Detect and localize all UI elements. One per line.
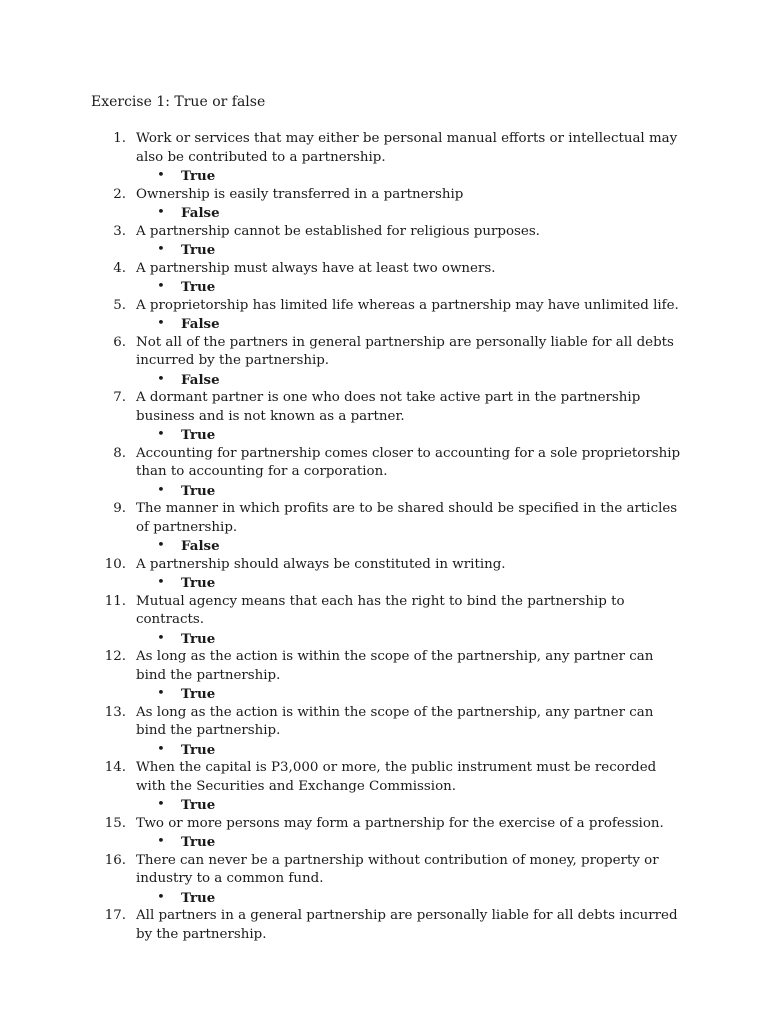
question-item bbox=[0, 260, 768, 297]
question-text: A proprietorship has limited life whereas a partnership may have unlimited life. bbox=[136, 297, 679, 313]
answer-text: True bbox=[181, 279, 216, 295]
answer-text: True bbox=[181, 797, 216, 813]
question-text: When the capital is P3,000 or more, the public instrument must be recorded with the Securities and Exchange Commission. bbox=[136, 760, 657, 794]
answer-row bbox=[0, 537, 768, 556]
question-text: As long as the action is within the scope of the partnership, any partner can bind the partnership. bbox=[136, 649, 654, 683]
question-item bbox=[0, 704, 768, 760]
question-number: 12. bbox=[104, 649, 126, 664]
answer-text: True bbox=[181, 427, 216, 443]
answer-text: False bbox=[181, 316, 220, 332]
question-list bbox=[0, 130, 768, 944]
answer-text: True bbox=[181, 686, 216, 702]
answer-text: True bbox=[181, 889, 216, 906]
answer-text: True bbox=[181, 242, 216, 258]
bullet-icon: • bbox=[157, 797, 165, 812]
answer-row bbox=[0, 574, 768, 593]
question-item bbox=[0, 389, 768, 445]
question-item bbox=[0, 907, 768, 944]
question-text: There can never be a partnership without contribution of money, property or industry to a common fund. bbox=[136, 852, 659, 886]
exercise-heading: Exercise 1: True or false bbox=[91, 94, 266, 110]
answer-text: True bbox=[181, 482, 216, 499]
question-item bbox=[0, 334, 768, 390]
question-number: 8. bbox=[113, 445, 126, 461]
question-row bbox=[0, 500, 768, 537]
answer-text: False bbox=[181, 371, 220, 388]
question-number: 2. bbox=[113, 186, 126, 202]
question-row bbox=[0, 556, 768, 575]
answer-row bbox=[0, 371, 768, 390]
question-text: A dormant partner is one who does not take active part in the partnership business and is not known as a partner. bbox=[136, 390, 641, 424]
answer-row bbox=[0, 482, 768, 501]
question-text: Two or more persons may form a partnership for the exercise of a profession. bbox=[136, 815, 664, 831]
answer-text: True bbox=[181, 741, 216, 758]
question-item bbox=[0, 186, 768, 223]
question-row bbox=[0, 297, 768, 316]
question-number: 15. bbox=[104, 815, 126, 831]
question-row bbox=[0, 445, 768, 482]
question-number: 16. bbox=[104, 852, 126, 868]
question-row bbox=[0, 648, 768, 685]
question-row bbox=[0, 704, 768, 741]
bullet-icon: • bbox=[157, 834, 165, 849]
bullet-icon: • bbox=[157, 482, 165, 498]
question-text: A partnership must always have at least two owners. bbox=[136, 260, 496, 276]
bullet-icon: • bbox=[157, 686, 165, 701]
bullet-icon: • bbox=[157, 741, 165, 757]
answer-row bbox=[0, 278, 768, 297]
question-item bbox=[0, 500, 768, 556]
answer-row bbox=[0, 630, 768, 649]
bullet-icon: • bbox=[157, 575, 165, 590]
question-item bbox=[0, 445, 768, 501]
question-number: 4. bbox=[113, 260, 126, 276]
question-item bbox=[0, 556, 768, 593]
question-row bbox=[0, 334, 768, 371]
question-number: 17. bbox=[104, 908, 126, 923]
question-text: Ownership is easily transferred in a partnership bbox=[136, 186, 464, 202]
question-row bbox=[0, 759, 768, 796]
bullet-icon: • bbox=[157, 538, 165, 553]
question-row bbox=[0, 260, 768, 279]
question-text: Work or services that may either be personal manual efforts or intellectual may also be contributed to a partnership. bbox=[136, 131, 678, 165]
bullet-icon: • bbox=[157, 205, 165, 220]
question-number: 14. bbox=[104, 760, 126, 775]
answer-row bbox=[0, 796, 768, 815]
question-item bbox=[0, 130, 768, 186]
bullet-icon: • bbox=[157, 371, 165, 387]
question-number: 3. bbox=[113, 223, 126, 239]
question-number: 10. bbox=[104, 556, 126, 572]
answer-row bbox=[0, 167, 768, 186]
answer-row bbox=[0, 741, 768, 760]
question-number: 1. bbox=[113, 131, 126, 146]
answer-text: True bbox=[181, 834, 216, 850]
answer-text: False bbox=[181, 205, 220, 221]
question-item bbox=[0, 593, 768, 649]
question-item bbox=[0, 223, 768, 260]
question-row bbox=[0, 223, 768, 242]
answer-row bbox=[0, 204, 768, 223]
question-text: As long as the action is within the scope of the partnership, any partner can bind the partnership. bbox=[136, 704, 654, 738]
question-item bbox=[0, 648, 768, 704]
question-row bbox=[0, 389, 768, 426]
question-row bbox=[0, 815, 768, 834]
question-item bbox=[0, 815, 768, 852]
answer-text: True bbox=[181, 630, 216, 647]
question-text: A partnership cannot be established for religious purposes. bbox=[136, 223, 540, 239]
question-row bbox=[0, 130, 768, 167]
question-text: The manner in which profits are to be shared should be specified in the articles of partnership. bbox=[136, 501, 678, 535]
answer-text: True bbox=[181, 168, 216, 184]
question-row bbox=[0, 593, 768, 630]
question-text: A partnership should always be constituted in writing. bbox=[136, 556, 506, 572]
question-text: Accounting for partnership comes closer to accounting for a sole proprietorship than to accounting for a corporation. bbox=[136, 445, 681, 479]
question-row bbox=[0, 907, 768, 944]
question-row bbox=[0, 186, 768, 205]
question-number: 13. bbox=[104, 704, 126, 720]
bullet-icon: • bbox=[157, 630, 165, 646]
question-number: 9. bbox=[113, 501, 126, 516]
question-item bbox=[0, 297, 768, 334]
answer-text: False bbox=[181, 538, 220, 554]
answer-text: True bbox=[181, 575, 216, 591]
answer-row bbox=[0, 685, 768, 704]
answer-row bbox=[0, 889, 768, 908]
question-number: 11. bbox=[104, 593, 126, 609]
question-number: 6. bbox=[113, 334, 126, 350]
bullet-icon: • bbox=[157, 242, 165, 257]
question-number: 5. bbox=[113, 297, 126, 313]
question-text: All partners in a general partnership are personally liable for all debts incurred by the partnership. bbox=[136, 908, 678, 942]
answer-row bbox=[0, 241, 768, 260]
question-item bbox=[0, 759, 768, 815]
question-text: Mutual agency means that each has the right to bind the partnership to contracts. bbox=[136, 593, 625, 627]
question-text: Not all of the partners in general partnership are personally liable for all debts incurred by the partnership. bbox=[136, 334, 674, 368]
bullet-icon: • bbox=[157, 889, 165, 905]
bullet-icon: • bbox=[157, 279, 165, 294]
answer-row bbox=[0, 833, 768, 852]
answer-row bbox=[0, 426, 768, 445]
question-row bbox=[0, 852, 768, 889]
bullet-icon: • bbox=[157, 316, 165, 331]
bullet-icon: • bbox=[157, 427, 165, 442]
question-number: 7. bbox=[113, 390, 126, 405]
question-item bbox=[0, 852, 768, 908]
bullet-icon: • bbox=[157, 168, 165, 183]
answer-row bbox=[0, 315, 768, 334]
